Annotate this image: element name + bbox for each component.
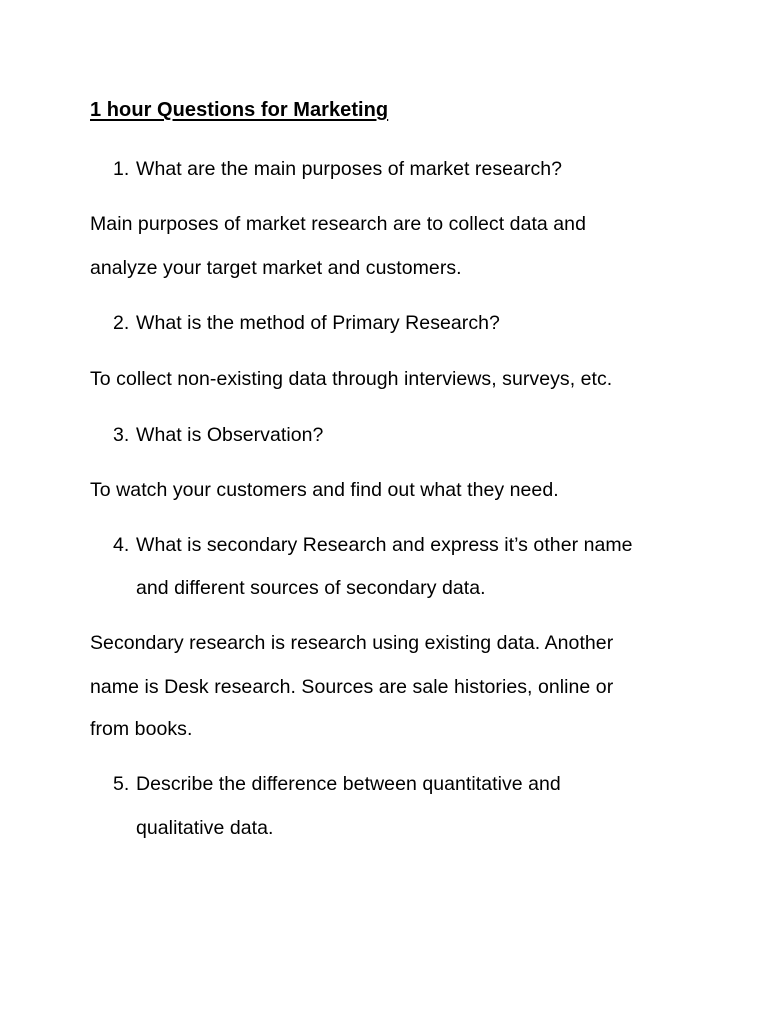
- question-2-text: What is the method of Primary Research?: [136, 312, 500, 334]
- question-4: [113, 533, 633, 557]
- question-4-text: What is secondary Research and express it’s other name: [136, 534, 633, 556]
- answer-2-line-1: To collect non-existing data through interviews, surveys, etc.: [90, 368, 613, 390]
- question-4-number: 4.: [113, 534, 130, 556]
- question-1-number: 1.: [113, 158, 130, 180]
- answer-3-line-1: To watch your customers and find out what they need.: [90, 479, 559, 501]
- answer-1-line-1: Main purposes of market research are to collect data and: [90, 213, 586, 235]
- question-3: [113, 423, 323, 447]
- question-2-number: 2.: [113, 312, 130, 334]
- answer-1-line-2: analyze your target market and customers.: [90, 257, 462, 279]
- answer-4-line-1: Secondary research is research using existing data. Another: [90, 632, 614, 654]
- question-1: [113, 157, 562, 181]
- question-5-number: 5.: [113, 773, 130, 795]
- question-3-text: What is Observation?: [136, 424, 324, 446]
- answer-4-line-2: name is Desk research. Sources are sale histories, online or: [90, 676, 614, 698]
- document-title: 1 hour Questions for Marketing: [90, 99, 389, 121]
- question-5: [113, 772, 561, 796]
- question-2: [113, 311, 500, 335]
- question-4-continuation: and different sources of secondary data.: [136, 577, 486, 599]
- question-3-number: 3.: [113, 424, 130, 446]
- answer-4-line-3: from books.: [90, 718, 193, 740]
- question-1-text: What are the main purposes of market research?: [136, 158, 563, 180]
- question-5-continuation: qualitative data.: [136, 817, 274, 839]
- question-5-text: Describe the difference between quantitative and: [136, 773, 561, 795]
